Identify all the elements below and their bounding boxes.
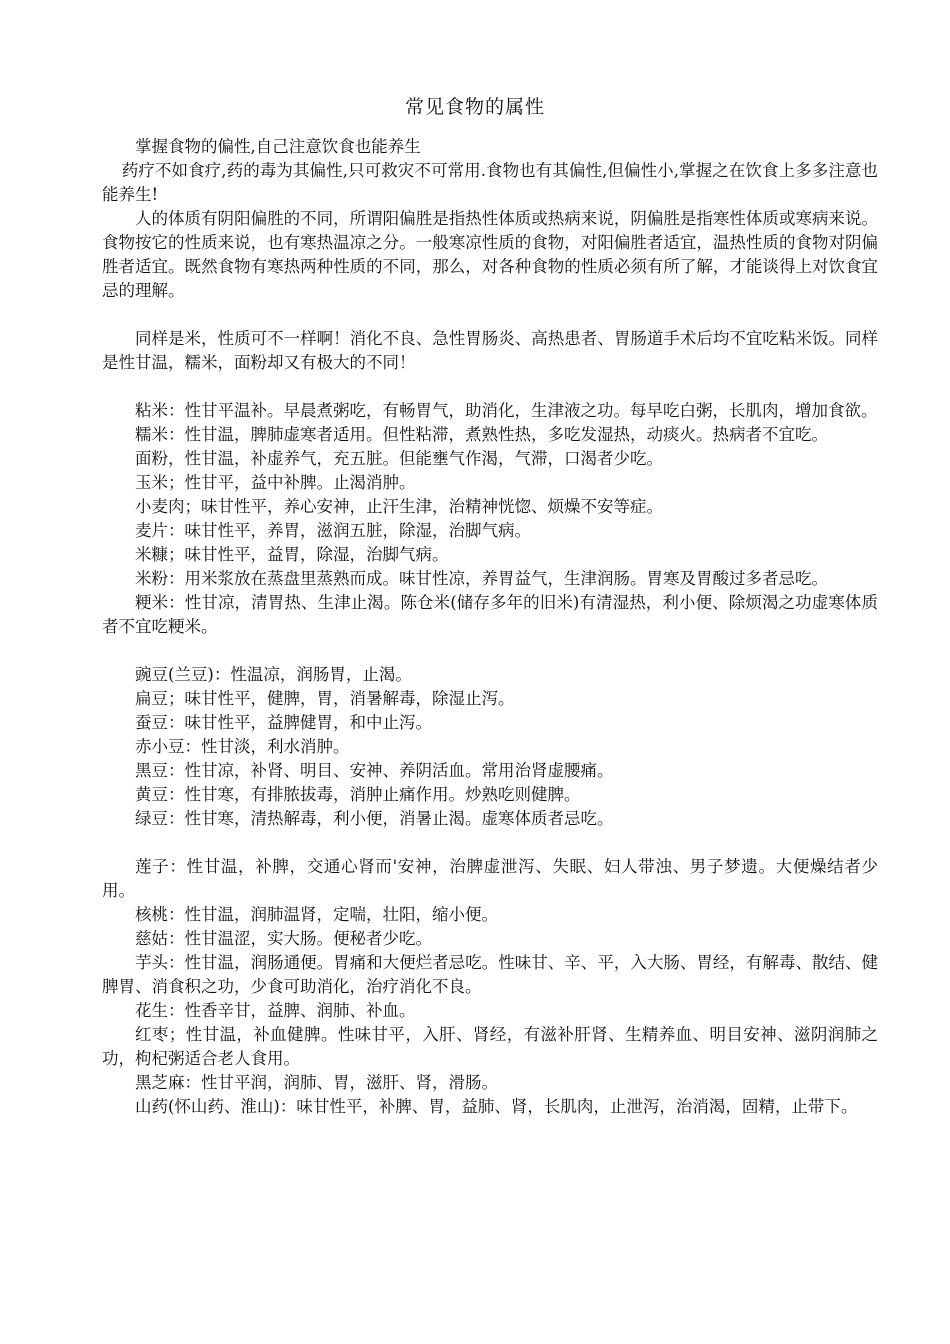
list-item: 慈姑：性甘温涩，实大肠。便秘者少吃。 (135, 929, 432, 948)
list-item: 米糠；味甘性平，益胃，除湿，治脚气病。 (135, 545, 449, 564)
rice-intro-paragraph: 同样是米，性质可不一样啊！消化不良、急性胃肠炎、高热患者、胃肠道手术后均不宜吃粘米饭。同样是性甘温，糯米，面粉却又有极大的不同！ (102, 329, 878, 372)
list-item: 面粉，性甘温，补虚养气，充五脏。但能壅气作渴，气滞，口渴者少吃。 (135, 449, 663, 468)
list-item: 黄豆：性甘寒，有排脓拔毒，消肿止痛作用。炒熟吃则健脾。 (135, 785, 581, 804)
list-item: 豌豆(兰豆)：性温凉，润肠胃，止渴。 (135, 665, 412, 684)
intro-paragraph: 人的体质有阴阳偏胜的不同，所谓阳偏胜是指热性体质或热病来说，阴偏胜是指寒性体质或寒病来说。食物按它的性质来说，也有寒热温凉之分。一般寒凉性质的食物，对阳偏胜者适宜，温热性质的食物对阴偏胜者适宜。既然食物有寒热两种性质的不同，那么，对各种食物的性质必须有所了解，才能谈得上对饮食宜忌的理解。 (102, 209, 878, 300)
list-item: 蚕豆：味甘性平，益脾健胃，和中止泻。 (135, 713, 432, 732)
list-item: 黑豆：性甘凉，补肾、明目、安神、养阴活血。常用治肾虚腰痛。 (135, 761, 614, 780)
list-item: 粳米：性甘凉，清胃热、生津止渴。陈仓米(储存多年的旧米)有清湿热，利小便、除烦渴之功虚寒体质者不宜吃粳米。 (102, 593, 878, 636)
list-item: 糯米：性甘温，脾肺虚寒者适用。但性粘滞，煮熟性热，多吃发湿热，动痰火。热病者不宜吃。 (135, 425, 828, 444)
list-item: 花生：性香辛甘，益脾、润肺、补血。 (135, 1001, 416, 1020)
nuts-section (102, 855, 878, 1119)
grains-section (102, 399, 878, 639)
intro-subtitle: 掌握食物的偏性,自己注意饮食也能养生 (135, 137, 421, 156)
beans-section (102, 663, 878, 831)
list-item: 红枣；性甘温，补血健脾。性味甘平，入肝、肾经，有滋补肝肾、生精养血、明目安神、滋阴润肺之功，枸杞粥适合老人食用。 (102, 1025, 878, 1068)
intro-line: 药疗不如食疗,药的毒为其偏性,只可救灾不可常用.食物也有其偏性,但偏性小,掌握之在饮食上多多注意也能养生! (102, 161, 878, 204)
list-item: 莲子：性甘温，补脾，交通心肾而'安神，治脾虚泄泻、失眠、妇人带浊、男子梦遗。大便燥结者少用。 (102, 857, 878, 900)
list-item: 粘米：性甘平温补。早晨煮粥吃，有畅胃气，助消化，生津液之功。每早吃白粥，长肌肉，增加食欲。 (135, 401, 878, 420)
list-item: 米粉：用米浆放在蒸盘里蒸熟而成。味甘性凉，养胃益气，生津润肠。胃寒及胃酸过多者忌吃。 (135, 569, 828, 588)
list-item: 扁豆；味甘性平，健脾，胃，消暑解毒，除湿止泻。 (135, 689, 515, 708)
document-body (102, 135, 878, 1119)
list-item: 小麦肉；味甘性平，养心安神，止汗生津，治精神恍惚、烦燥不安等症。 (135, 497, 663, 516)
list-item: 绿豆：性甘寒，清热解毒，利小便，消暑止渴。虚寒体质者忌吃。 (135, 809, 614, 828)
list-item: 麦片：味甘性平，养胃，滋润五脏，除湿，治脚气病。 (135, 521, 531, 540)
list-item: 山药(怀山药、淮山)：味甘性平，补脾、胃，益肺、肾，长肌肉，止泄泻，治消渴，固精，止带下。 (135, 1097, 858, 1116)
list-item: 赤小豆：性甘淡，利水消肿。 (135, 737, 350, 756)
list-item: 核桃：性甘温，润肺温肾，定喘，壮阳，缩小便。 (135, 905, 498, 924)
list-item: 芋头：性甘温，润肠通便。胃痛和大便烂者忌吃。性味甘、辛、平，入大肠、胃经，有解毒、散结、健脾胃、消食积之功，少食可助消化，治疗消化不良。 (102, 953, 878, 996)
list-item: 黑芝麻：性甘平润，润肺、胃，滋肝、肾，滑肠。 (135, 1073, 498, 1092)
list-item: 玉米；性甘平，益中补脾。止渴消肿。 (135, 473, 416, 492)
page-title: 常见食物的属性 (404, 96, 545, 118)
